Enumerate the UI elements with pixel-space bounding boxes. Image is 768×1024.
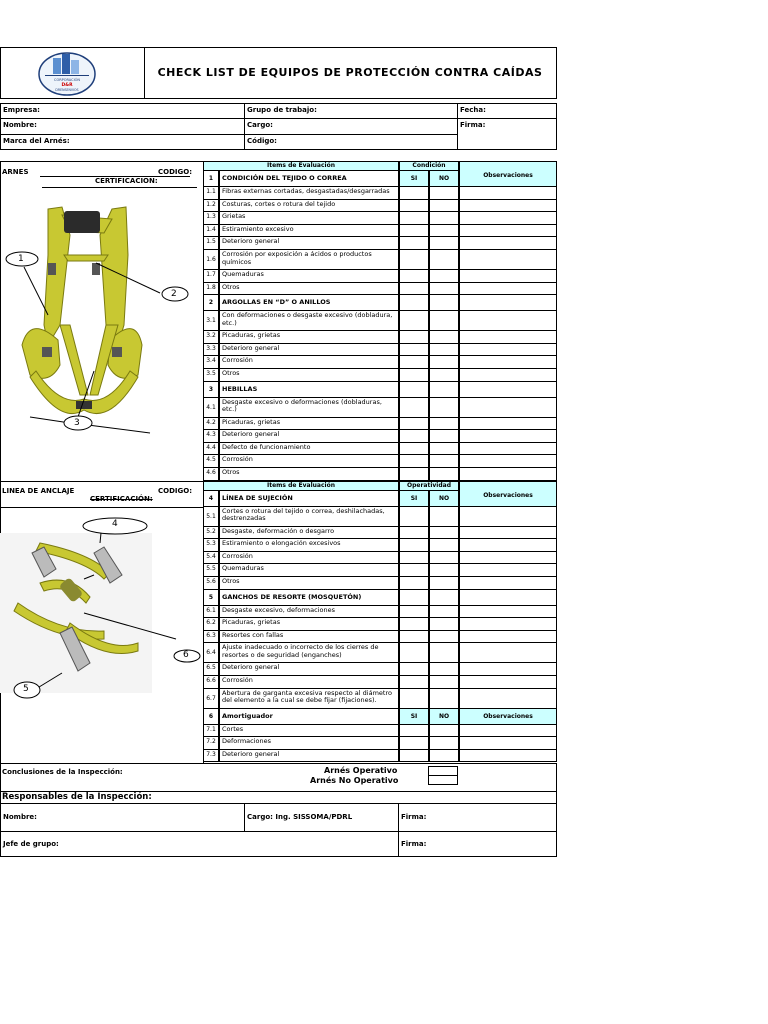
si-checkbox[interactable] — [399, 507, 429, 527]
item-description: Defecto de funcionamiento — [219, 443, 399, 456]
item-row-5.3 — [203, 539, 557, 552]
item-row-1.4 — [203, 225, 557, 238]
no-header — [429, 295, 459, 311]
observaciones-cell[interactable] — [459, 250, 557, 270]
section-row-3 — [203, 382, 557, 398]
item-row-3.4 — [203, 356, 557, 369]
si-checkbox[interactable] — [399, 631, 429, 644]
no-checkbox[interactable] — [429, 552, 459, 565]
arnes-label: ARNES — [2, 168, 29, 176]
item-number: 5.5 — [203, 564, 219, 577]
jefe-grupo-field[interactable]: Jefe de grupo: — [0, 831, 399, 857]
item-row-6.7 — [203, 689, 557, 709]
no-checkbox[interactable] — [429, 468, 459, 481]
item-number: 6.7 — [203, 689, 219, 709]
item-number: 6.3 — [203, 631, 219, 644]
observaciones-cell[interactable] — [459, 200, 557, 213]
section-row-4 — [203, 491, 557, 507]
si-checkbox[interactable] — [399, 606, 429, 619]
no-checkbox[interactable] — [429, 725, 459, 738]
operatividad-header: Operatividad — [399, 481, 459, 491]
item-description: Corrosión — [219, 552, 399, 565]
responsables-label: Responsables de la Inspección: — [2, 792, 152, 802]
empresa-field[interactable]: Empresa: — [0, 103, 245, 119]
observaciones-cell[interactable] — [459, 418, 557, 431]
item-description: Grietas — [219, 212, 399, 225]
item-number: 6.1 — [203, 606, 219, 619]
si-checkbox[interactable] — [399, 552, 429, 565]
harness-image — [0, 195, 204, 465]
no-header: NO — [429, 709, 459, 725]
item-row-3.1 — [203, 311, 557, 331]
observaciones-header: Observaciones — [459, 709, 557, 725]
observaciones-cell[interactable] — [459, 750, 557, 763]
si-checkbox[interactable] — [399, 643, 429, 663]
section-title: GANCHOS DE RESORTE (MOSQUETÓN) — [219, 590, 399, 606]
observaciones-cell[interactable] — [459, 331, 557, 344]
no-checkbox[interactable] — [429, 455, 459, 468]
observaciones-cell[interactable] — [459, 212, 557, 225]
no-checkbox[interactable] — [429, 606, 459, 619]
callout-1-label: 1 — [18, 254, 24, 264]
item-description: Desgaste, deformación o desgarro — [219, 527, 399, 540]
company-logo — [1, 48, 145, 98]
item-description: Picaduras, grietas — [219, 618, 399, 631]
no-checkbox[interactable] — [429, 237, 459, 250]
callout-2-label: 2 — [171, 289, 177, 299]
item-number: 5.3 — [203, 539, 219, 552]
item-row-7.3 — [203, 750, 557, 763]
no-checkbox[interactable] — [429, 507, 459, 527]
si-checkbox[interactable] — [399, 443, 429, 456]
si-header: SI — [399, 171, 429, 187]
item-row-3.2 — [203, 331, 557, 344]
observaciones-cell[interactable] — [459, 527, 557, 540]
observaciones-cell[interactable] — [459, 689, 557, 709]
no-operativo-label: Arnés No Operativo — [310, 776, 399, 785]
item-number: 3.2 — [203, 331, 219, 344]
item-description: Corrosión — [219, 676, 399, 689]
observaciones-cell[interactable] — [459, 468, 557, 481]
item-description: Otros — [219, 369, 399, 382]
item-row-6.5 — [203, 663, 557, 676]
arnes-codigo-label: CODIGO: — [158, 168, 192, 176]
no-checkbox[interactable] — [429, 443, 459, 456]
si-checkbox[interactable] — [399, 455, 429, 468]
item-description: Deterioro general — [219, 344, 399, 357]
section-number: 2 — [203, 295, 219, 311]
item-description: Abertura de garganta excesiva respecto al diámetro del elemento a la cual se debe fijar (fijaciones). — [219, 689, 399, 709]
item-row-4.6 — [203, 468, 557, 481]
observaciones-cell[interactable] — [459, 552, 557, 565]
linea-certificacion-label: CERTIFICACIÓN: — [90, 495, 153, 503]
observaciones-cell[interactable] — [459, 225, 557, 238]
observaciones-cell[interactable] — [459, 676, 557, 689]
cargo-field[interactable]: Cargo: — [244, 118, 458, 135]
no-checkbox[interactable] — [429, 631, 459, 644]
item-row-1.6 — [203, 250, 557, 270]
item-description: Corrosión por exposición a ácidos o productos químicos — [219, 250, 399, 270]
si-checkbox[interactable] — [399, 398, 429, 418]
item-row-4.5 — [203, 455, 557, 468]
items-header: Items de Evaluación — [203, 161, 399, 171]
no-checkbox[interactable] — [429, 283, 459, 296]
no-checkbox[interactable] — [429, 430, 459, 443]
responsable-cargo-field[interactable]: Cargo: Ing. SISSOMA/PDRL — [244, 803, 399, 832]
responsable-firma-field[interactable]: Firma: — [398, 803, 557, 832]
item-description: Deterioro general — [219, 663, 399, 676]
si-header — [399, 590, 429, 606]
si-checkbox[interactable] — [399, 225, 429, 238]
no-checkbox[interactable] — [429, 331, 459, 344]
no-checkbox[interactable] — [429, 527, 459, 540]
no-checkbox[interactable] — [429, 737, 459, 750]
item-number: 1.3 — [203, 212, 219, 225]
item-description: Deformaciones — [219, 737, 399, 750]
item-description: Resortes con fallas — [219, 631, 399, 644]
no-checkbox[interactable] — [429, 564, 459, 577]
no-header — [429, 382, 459, 398]
page-title: CHECK LIST DE EQUIPOS DE PROTECCIÓN CONTRA CAÍDAS — [157, 66, 543, 79]
logo-graphic — [1, 48, 144, 98]
item-row-1.5 — [203, 237, 557, 250]
item-number: 3.4 — [203, 356, 219, 369]
item-description: Deterioro general — [219, 430, 399, 443]
no-checkbox[interactable] — [429, 356, 459, 369]
si-checkbox[interactable] — [399, 618, 429, 631]
section-number: 1 — [203, 171, 219, 187]
harness-back-pad — [64, 211, 100, 233]
item-description: Quemaduras — [219, 564, 399, 577]
item-description: Otros — [219, 468, 399, 481]
si-header: SI — [399, 491, 429, 507]
observaciones-cell[interactable] — [459, 631, 557, 644]
si-checkbox[interactable] — [399, 283, 429, 296]
harness-buckle-left — [48, 263, 56, 275]
item-description: Deterioro general — [219, 237, 399, 250]
si-checkbox[interactable] — [399, 689, 429, 709]
no-checkbox[interactable] — [429, 212, 459, 225]
observaciones-cell[interactable] — [459, 455, 557, 468]
svg-text:D&R: D&R — [61, 83, 73, 88]
callout-3-label: 3 — [74, 418, 80, 428]
item-description: Costuras, cortes o rotura del tejido — [219, 200, 399, 213]
item-number: 3.1 — [203, 311, 219, 331]
si-header — [399, 295, 429, 311]
item-description: Estiramiento o elongación excesivos — [219, 539, 399, 552]
item-number: 1.8 — [203, 283, 219, 296]
item-description: Desgaste excesivo o deformaciones (dobladuras, etc.) — [219, 398, 399, 418]
item-description: Cortes — [219, 725, 399, 738]
item-description: Quemaduras — [219, 270, 399, 283]
no-checkbox[interactable] — [429, 250, 459, 270]
no-checkbox[interactable] — [429, 311, 459, 331]
si-checkbox[interactable] — [399, 676, 429, 689]
item-number: 3.5 — [203, 369, 219, 382]
no-checkbox[interactable] — [429, 200, 459, 213]
item-row-1.1 — [203, 187, 557, 200]
linea-codigo-label: CODIGO: — [158, 487, 192, 495]
section-row-2 — [203, 295, 557, 311]
arnes-certificacion-label: CERTIFICACION: — [95, 177, 158, 185]
item-row-5.4 — [203, 552, 557, 565]
item-number: 7.3 — [203, 750, 219, 763]
no-checkbox[interactable] — [429, 418, 459, 431]
callout-5-label: 5 — [23, 684, 29, 694]
section-number: 5 — [203, 590, 219, 606]
observaciones-cell[interactable] — [459, 507, 557, 527]
item-number: 1.2 — [203, 200, 219, 213]
si-checkbox[interactable] — [399, 564, 429, 577]
observaciones-cell[interactable] — [459, 643, 557, 663]
svg-text:DRENSENVIOS: DRENSENVIOS — [55, 88, 79, 92]
si-checkbox[interactable] — [399, 311, 429, 331]
si-checkbox[interactable] — [399, 430, 429, 443]
item-description: Deterioro general — [219, 750, 399, 763]
no-header — [429, 590, 459, 606]
callout-4-label: 4 — [112, 519, 118, 529]
observaciones-cell[interactable] — [459, 398, 557, 418]
si-checkbox[interactable] — [399, 539, 429, 552]
section-row-5 — [203, 590, 557, 606]
observaciones-cell[interactable] — [459, 725, 557, 738]
item-description: Corrosión — [219, 455, 399, 468]
item-number: 7.2 — [203, 737, 219, 750]
observaciones-cell[interactable] — [459, 590, 557, 606]
item-number: 5.4 — [203, 552, 219, 565]
observaciones-cell[interactable] — [459, 237, 557, 250]
item-row-5.1 — [203, 507, 557, 527]
si-checkbox[interactable] — [399, 237, 429, 250]
checklist-sheet — [0, 47, 557, 848]
responsable-nombre-field[interactable]: Nombre: — [0, 803, 245, 832]
no-checkbox[interactable] — [429, 663, 459, 676]
item-number: 6.4 — [203, 643, 219, 663]
si-header — [399, 382, 429, 398]
si-checkbox[interactable] — [399, 418, 429, 431]
item-description: Otros — [219, 283, 399, 296]
observaciones-cell[interactable] — [459, 270, 557, 283]
section-row-1 — [203, 171, 557, 187]
item-description: Cortes o rotura del tejido o correa, deshilachadas, destrenzadas — [219, 507, 399, 527]
observaciones-cell[interactable] — [459, 382, 557, 398]
item-number: 6.5 — [203, 663, 219, 676]
si-checkbox[interactable] — [399, 527, 429, 540]
section-number: 4 — [203, 491, 219, 507]
section-title: ARGOLLAS EN “D” O ANILLOS — [219, 295, 399, 311]
section-number: 6 — [203, 709, 219, 725]
item-number: 1.5 — [203, 237, 219, 250]
item-row-4.3 — [203, 430, 557, 443]
item-row-1.3 — [203, 212, 557, 225]
item-number: 6.2 — [203, 618, 219, 631]
si-checkbox[interactable] — [399, 212, 429, 225]
observaciones-cell[interactable] — [459, 539, 557, 552]
item-number: 1.1 — [203, 187, 219, 200]
item-number: 4.1 — [203, 398, 219, 418]
observaciones-cell[interactable] — [459, 295, 557, 311]
svg-text:CORPORACIÓN: CORPORACIÓN — [54, 78, 80, 82]
observaciones-cell[interactable] — [459, 344, 557, 357]
no-checkbox[interactable] — [429, 270, 459, 283]
no-checkbox[interactable] — [429, 225, 459, 238]
condicion-header: Condición — [399, 161, 459, 171]
items-header: Items de Evaluación — [203, 481, 399, 491]
item-number: 7.1 — [203, 725, 219, 738]
item-number: 5.2 — [203, 527, 219, 540]
section-title: LÍNEA DE SUJECIÓN — [219, 491, 399, 507]
item-number: 4.6 — [203, 468, 219, 481]
no-checkbox[interactable] — [429, 643, 459, 663]
section-title: HEBILLAS — [219, 382, 399, 398]
si-checkbox[interactable] — [399, 356, 429, 369]
si-checkbox[interactable] — [399, 750, 429, 763]
item-row-3.3 — [203, 344, 557, 357]
item-row-6.4 — [203, 643, 557, 663]
si-checkbox[interactable] — [399, 577, 429, 590]
no-checkbox[interactable] — [429, 750, 459, 763]
item-row-4.1 — [203, 398, 557, 418]
item-row-5.6 — [203, 577, 557, 590]
item-description: Corrosión — [219, 356, 399, 369]
linea-label: LINEA DE ANCLAJE — [2, 487, 75, 495]
observaciones-cell[interactable] — [459, 663, 557, 676]
item-description: Con deformaciones o desgaste excesivo (dobladura, etc.) — [219, 311, 399, 331]
observaciones-header: Observaciones — [459, 161, 557, 187]
marca-field[interactable]: Marca del Arnés: — [0, 134, 245, 150]
item-number: 1.6 — [203, 250, 219, 270]
no-checkbox[interactable] — [429, 539, 459, 552]
observaciones-cell[interactable] — [459, 187, 557, 200]
firma-field[interactable]: Firma: — [457, 118, 557, 150]
lanyard-image — [0, 513, 204, 703]
arnes-cert-line — [42, 187, 197, 188]
section-title: CONDICIÓN DEL TEJIDO O CORREA — [219, 171, 399, 187]
item-number: 4.2 — [203, 418, 219, 431]
no-checkbox[interactable] — [429, 398, 459, 418]
si-checkbox[interactable] — [399, 200, 429, 213]
si-header: SI — [399, 709, 429, 725]
section-divider-2 — [0, 507, 204, 508]
observaciones-cell[interactable] — [459, 606, 557, 619]
section-divider — [0, 481, 204, 482]
item-number: 5.6 — [203, 577, 219, 590]
si-checkbox[interactable] — [399, 331, 429, 344]
observaciones-cell[interactable] — [459, 283, 557, 296]
grupo-field[interactable]: Grupo de trabajo: — [244, 103, 458, 119]
item-row-1.7 — [203, 270, 557, 283]
item-number: 5.1 — [203, 507, 219, 527]
operativo-label: Arnés Operativo — [324, 766, 398, 775]
observaciones-cell[interactable] — [459, 577, 557, 590]
section-number: 3 — [203, 382, 219, 398]
no-checkbox[interactable] — [429, 676, 459, 689]
observaciones-cell[interactable] — [459, 369, 557, 382]
observaciones-cell[interactable] — [459, 737, 557, 750]
item-number: 1.7 — [203, 270, 219, 283]
item-description: Picaduras, grietas — [219, 418, 399, 431]
no-operativo-checkbox[interactable] — [428, 775, 458, 785]
item-row-1.8 — [203, 283, 557, 296]
section-title: Amortiguador — [219, 709, 399, 725]
si-checkbox[interactable] — [399, 369, 429, 382]
item-row-6.3 — [203, 631, 557, 644]
observaciones-cell[interactable] — [459, 356, 557, 369]
item-number: 4.5 — [203, 455, 219, 468]
item-number: 4.3 — [203, 430, 219, 443]
si-checkbox[interactable] — [399, 737, 429, 750]
no-header: NO — [429, 171, 459, 187]
item-row-4.2 — [203, 418, 557, 431]
sheet-header — [0, 47, 557, 99]
no-checkbox[interactable] — [429, 618, 459, 631]
observaciones-cell[interactable] — [459, 430, 557, 443]
item-description: Otros — [219, 577, 399, 590]
item-row-6.1 — [203, 606, 557, 619]
observaciones-cell[interactable] — [459, 443, 557, 456]
no-checkbox[interactable] — [429, 577, 459, 590]
item-row-3.5 — [203, 369, 557, 382]
no-checkbox[interactable] — [429, 689, 459, 709]
item-row-5.2 — [203, 527, 557, 540]
item-row-4.4 — [203, 443, 557, 456]
no-header: NO — [429, 491, 459, 507]
callout-6-label: 6 — [183, 650, 189, 660]
item-number: 1.4 — [203, 225, 219, 238]
si-checkbox[interactable] — [399, 725, 429, 738]
si-checkbox[interactable] — [399, 270, 429, 283]
item-description: Ajuste inadecuado o incorrecto de los cierres de resortes o de seguridad (enganches) — [219, 643, 399, 663]
si-checkbox[interactable] — [399, 468, 429, 481]
item-description: Desgaste excesivo, deformaciones — [219, 606, 399, 619]
section-row-6 — [203, 709, 557, 725]
no-checkbox[interactable] — [429, 344, 459, 357]
item-description: Picaduras, grietas — [219, 331, 399, 344]
fecha-field[interactable]: Fecha: — [457, 103, 557, 119]
observaciones-header: Observaciones — [459, 481, 557, 507]
item-row-6.2 — [203, 618, 557, 631]
no-checkbox[interactable] — [429, 369, 459, 382]
jefe-firma-field[interactable]: Firma: — [398, 831, 557, 857]
item-row-1.2 — [203, 200, 557, 213]
codigo-field[interactable]: Código: — [244, 134, 458, 150]
no-checkbox[interactable] — [429, 187, 459, 200]
observaciones-cell[interactable] — [459, 311, 557, 331]
item-number: 4.4 — [203, 443, 219, 456]
item-description: Estiramiento excesivo — [219, 225, 399, 238]
nombre-field[interactable]: Nombre: — [0, 118, 245, 135]
item-number: 3.3 — [203, 344, 219, 357]
item-row-7.2 — [203, 737, 557, 750]
si-checkbox[interactable] — [399, 663, 429, 676]
item-number: 6.6 — [203, 676, 219, 689]
si-checkbox[interactable] — [399, 250, 429, 270]
item-row-7.1 — [203, 725, 557, 738]
item-description: Fibras externas cortadas, desgastadas/desgarradas — [219, 187, 399, 200]
observaciones-cell[interactable] — [459, 618, 557, 631]
observaciones-cell[interactable] — [459, 564, 557, 577]
conclusiones-label: Conclusiones de la Inspección: — [2, 768, 123, 776]
si-checkbox[interactable] — [399, 344, 429, 357]
item-row-5.5 — [203, 564, 557, 577]
si-checkbox[interactable] — [399, 187, 429, 200]
item-row-6.6 — [203, 676, 557, 689]
